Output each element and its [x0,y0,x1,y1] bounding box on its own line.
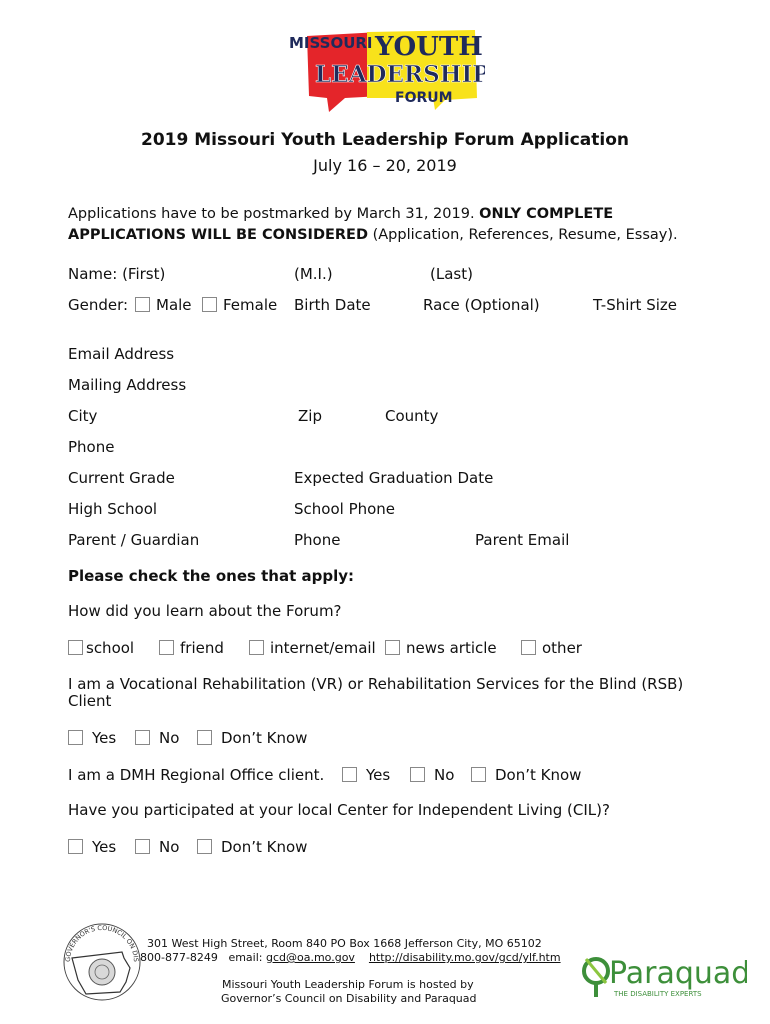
logo-youth: YOUTH [375,32,483,62]
ylf-logo-graphic [285,26,485,114]
footer-phone: 800-877-8249 [140,951,218,964]
friend-label: friend [180,639,224,657]
birth-date-label: Birth Date [294,296,371,314]
ylf-logo [285,26,485,114]
dmh-dont-know-label: Don’t Know [495,766,582,784]
vr-yes-label: Yes [92,729,117,747]
vr-option-no[interactable] [135,729,179,747]
cil-dont-know-checkbox[interactable] [197,839,212,854]
middle-initial-label: (M.I.) [294,265,333,283]
vr-option-yes[interactable] [68,729,116,747]
parent-phone-label: Phone [294,531,341,549]
friend-checkbox[interactable] [159,640,174,655]
dmh-dont-know-checkbox[interactable] [471,767,486,782]
phone-label: Phone [68,438,115,456]
cil-option-yes[interactable] [68,838,116,856]
male-label: Male [156,296,192,314]
vr-yes-checkbox[interactable] [68,730,83,745]
race-label: Race (Optional) [423,296,540,314]
logo-leadership: LEADERSHIP [315,61,485,88]
paraquad-wordmark: Paraquad [609,956,747,991]
school-phone-label: School Phone [294,500,396,518]
learn-option-news[interactable] [385,639,497,657]
paraquad-logo [582,945,747,1000]
news-checkbox[interactable] [385,640,400,655]
parent-email-label: Parent Email [475,531,570,549]
grade-label: Current Grade [68,469,175,487]
internet-label: internet/email [270,639,376,657]
event-dates: July 16 – 20, 2019 [313,156,457,175]
dmh-no-checkbox[interactable] [410,767,425,782]
cil-option-no[interactable] [135,838,179,856]
female-checkbox[interactable] [202,297,217,312]
tshirt-label: T-Shirt Size [593,296,678,314]
male-checkbox[interactable] [135,297,150,312]
footer-email-label: email: [228,951,266,964]
page-title: 2019 Missouri Youth Leadership Forum Application [140,130,629,150]
learn-option-school[interactable] [68,639,134,657]
dmh-yes-checkbox[interactable] [342,767,357,782]
footer-hosted-2: Governor’s Council on Disability and Paraquad [221,992,477,1005]
intro-text: Applications have to be postmarked by March 31, 2019. [68,206,480,222]
dmh-question: I am a DMH Regional Office client. [68,766,325,784]
footer-email-link[interactable]: gcd@oa.mo.gov [265,951,355,964]
other-checkbox[interactable] [521,640,536,655]
seal-text: GOVERNOR'S COUNCIL ON DIS [63,923,141,963]
cil-no-label: No [159,838,180,856]
zip-label: Zip [298,407,322,425]
dmh-no-label: No [434,766,455,784]
gender-label: Gender: [68,296,129,314]
learn-option-other[interactable] [521,639,582,657]
parent-label: Parent / Guardian [68,531,200,549]
intro-paragraph [68,204,718,246]
dmh-option-dont-know[interactable] [471,766,581,784]
vr-option-dont-know[interactable] [197,729,307,747]
logo-missouri: MISSOURI [289,34,373,52]
cil-option-dont-know[interactable] [197,838,307,856]
footer-contact [140,951,561,964]
other-label: other [542,639,582,657]
city-label: City [68,407,98,425]
cil-yes-label: Yes [92,838,117,856]
last-name-label: (Last) [430,265,473,283]
paraquad-tagline: THE DISABILITY EXPERTS [614,990,702,998]
internet-checkbox[interactable] [249,640,264,655]
school-checkbox[interactable] [68,640,83,655]
high-school-label: High School [68,500,158,518]
gender-male-option[interactable] [135,296,192,314]
cil-yes-checkbox[interactable] [68,839,83,854]
first-name-label: Name: (First) [68,265,166,283]
vr-no-checkbox[interactable] [135,730,150,745]
county-label: County [385,407,439,425]
council-seal [60,918,144,1008]
news-label: news article [406,639,497,657]
footer-address: 301 West High Street, Room 840 PO Box 1668 Jefferson City, MO 65102 [147,937,542,950]
vr-no-label: No [159,729,180,747]
vr-question: I am a Vocational Rehabilitation (VR) or Rehabilitation Services for the Blind (RSB) Client [68,675,684,710]
email-label: Email Address [68,345,175,363]
intro-bold: ONLY COMPLETE APPLICATIONS WILL BE CONSIDERED [68,206,614,243]
dmh-yes-label: Yes [366,766,391,784]
cil-dont-know-label: Don’t Know [221,838,308,856]
cil-question: Have you participated at your local Center for Independent Living (CIL)? [68,801,610,819]
footer-url-link[interactable]: http://disability.mo.gov/gcd/ylf.htm [368,951,561,964]
learn-question: How did you learn about the Forum? [68,602,342,620]
cil-no-checkbox[interactable] [135,839,150,854]
intro-text-end: (Application, References, Resume, Essay). [368,227,678,243]
check-heading: Please check the ones that apply: [68,567,355,585]
dmh-option-no[interactable] [410,766,454,784]
learn-option-internet[interactable] [249,639,376,657]
learn-option-friend[interactable] [159,639,224,657]
footer-hosted-1: Missouri Youth Leadership Forum is hosted by [222,978,474,991]
gender-female-option[interactable] [202,296,277,314]
school-label: school [86,639,135,657]
vr-dont-know-checkbox[interactable] [197,730,212,745]
logo-forum: FORUM [395,90,453,106]
mailing-label: Mailing Address [68,376,187,394]
vr-dont-know-label: Don’t Know [221,729,308,747]
female-label: Female [223,296,278,314]
grad-date-label: Expected Graduation Date [294,469,494,487]
dmh-option-yes[interactable] [342,766,390,784]
